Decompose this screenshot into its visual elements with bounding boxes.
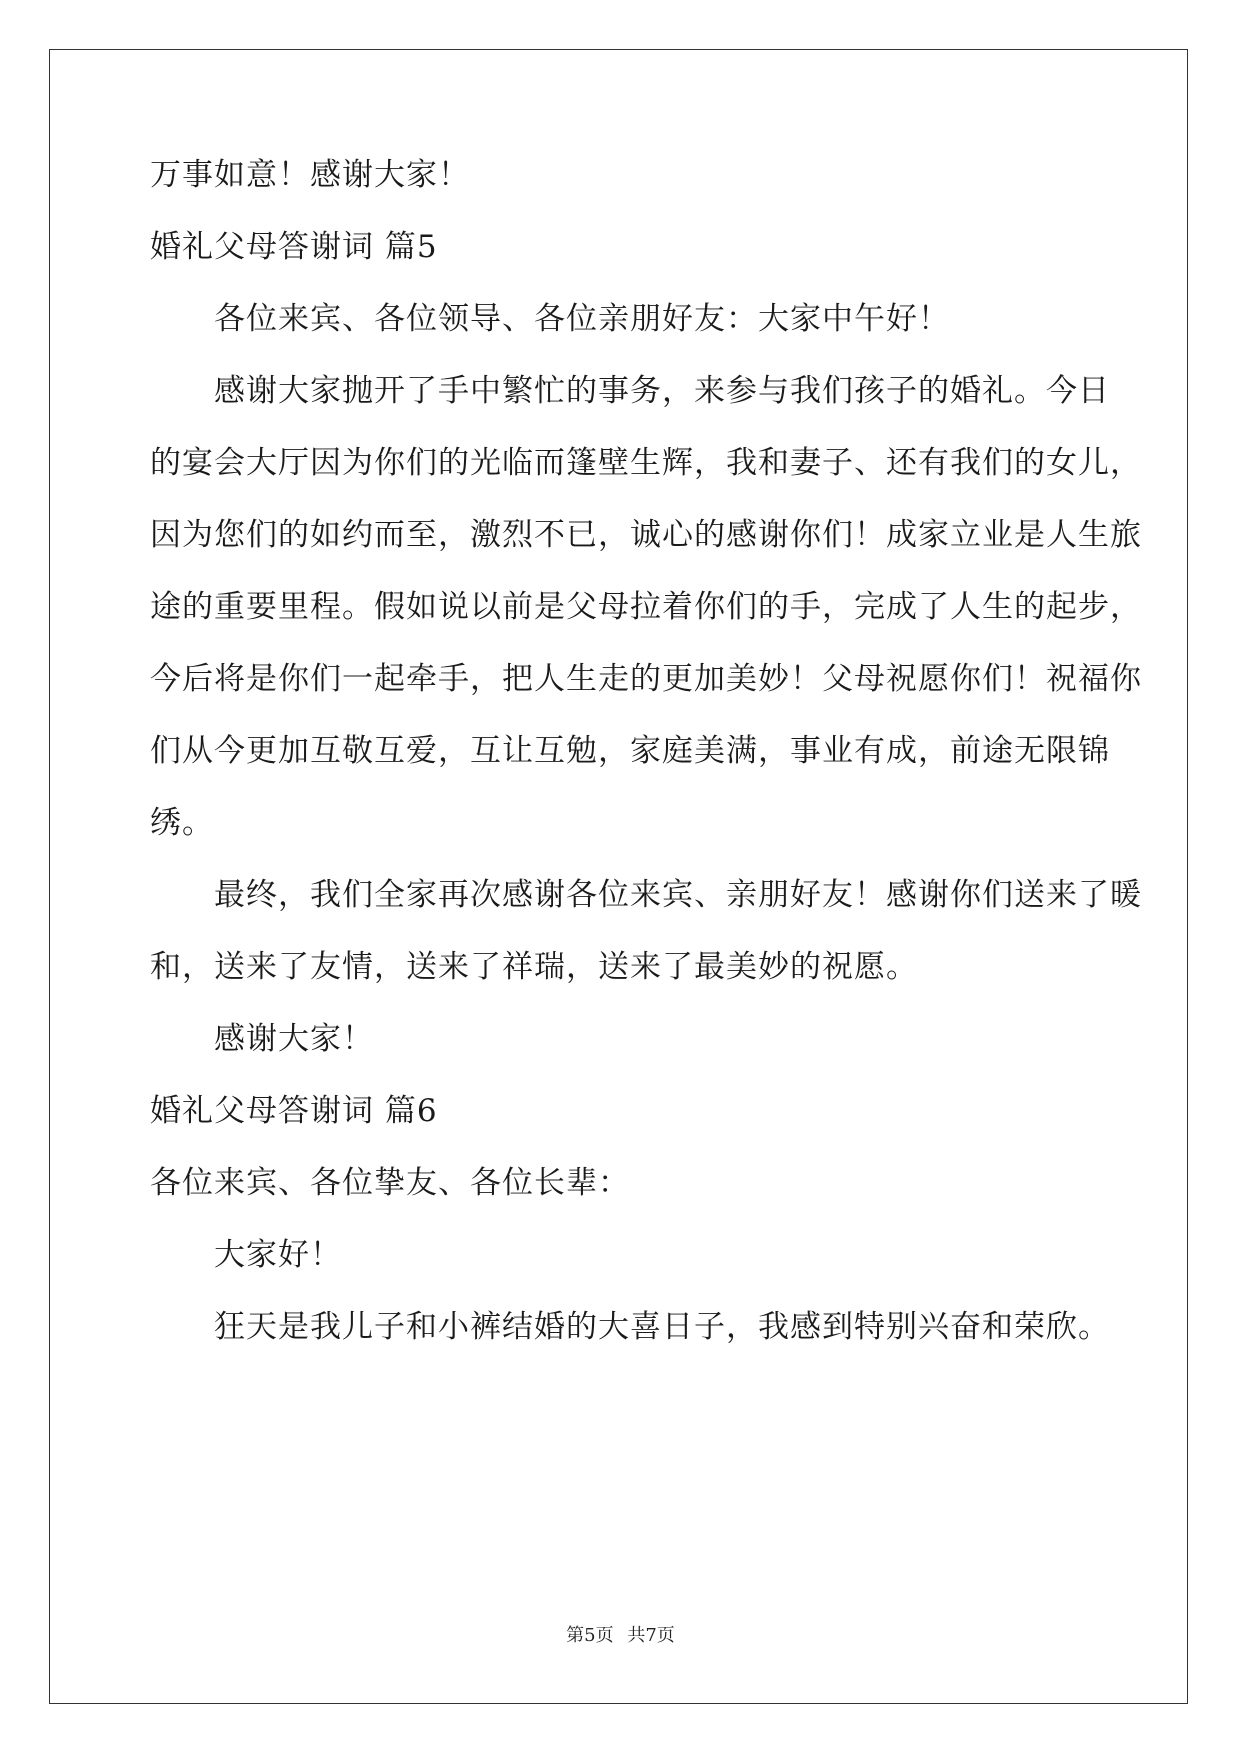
greeting-line: 各位来宾、各位挚友、各位长辈：: [150, 1165, 630, 1201]
paragraph-line: 和，送来了友情，送来了祥瑞，送来了最美妙的祝愿。: [150, 949, 918, 985]
page-total: 共7页: [627, 1625, 675, 1646]
paragraph-line: 今后将是你们一起牵手，把人生走的更加美妙！父母祝愿你们！祝福你: [150, 661, 1142, 697]
paragraph-line: 们从今更加互敬互爱，互让互勉，家庭美满，事业有成，前途无限锦: [150, 733, 1110, 769]
greeting-line: 各位来宾、各位领导、各位亲朋好友：大家中午好！: [214, 301, 950, 337]
page-footer: [0, 1624, 1241, 1648]
section-heading-6: 婚礼父母答谢词 篇6: [150, 1093, 438, 1129]
paragraph-line: 感谢大家抛开了手中繁忙的事务，来参与我们孩子的婚礼。今日: [214, 373, 1110, 409]
thanks-line: 感谢大家！: [214, 1021, 374, 1057]
paragraph-line: 因为您们的如约而至，激烈不已，诚心的感谢你们！成家立业是人生旅: [150, 517, 1142, 553]
paragraph-line: 最终，我们全家再次感谢各位来宾、亲朋好友！感谢你们送来了暖: [214, 877, 1142, 913]
page-number: 第5页: [566, 1625, 614, 1646]
paragraph-line: 狂天是我儿子和小裤结婚的大喜日子，我感到特别兴奋和荣欣。: [214, 1309, 1110, 1345]
greeting-line: 大家好！: [214, 1237, 342, 1273]
paragraph-line: 途的重要里程。假如说以前是父母拉着你们的手，完成了人生的起步，: [150, 589, 1142, 625]
section-heading-5: 婚礼父母答谢词 篇5: [150, 229, 438, 265]
paragraph-line: 的宴会大厅因为你们的光临而篷壁生辉，我和妻子、还有我们的女儿，: [150, 445, 1142, 481]
paragraph-line: 绣。: [150, 805, 214, 841]
closing-line: 万事如意！感谢大家！: [150, 157, 470, 193]
